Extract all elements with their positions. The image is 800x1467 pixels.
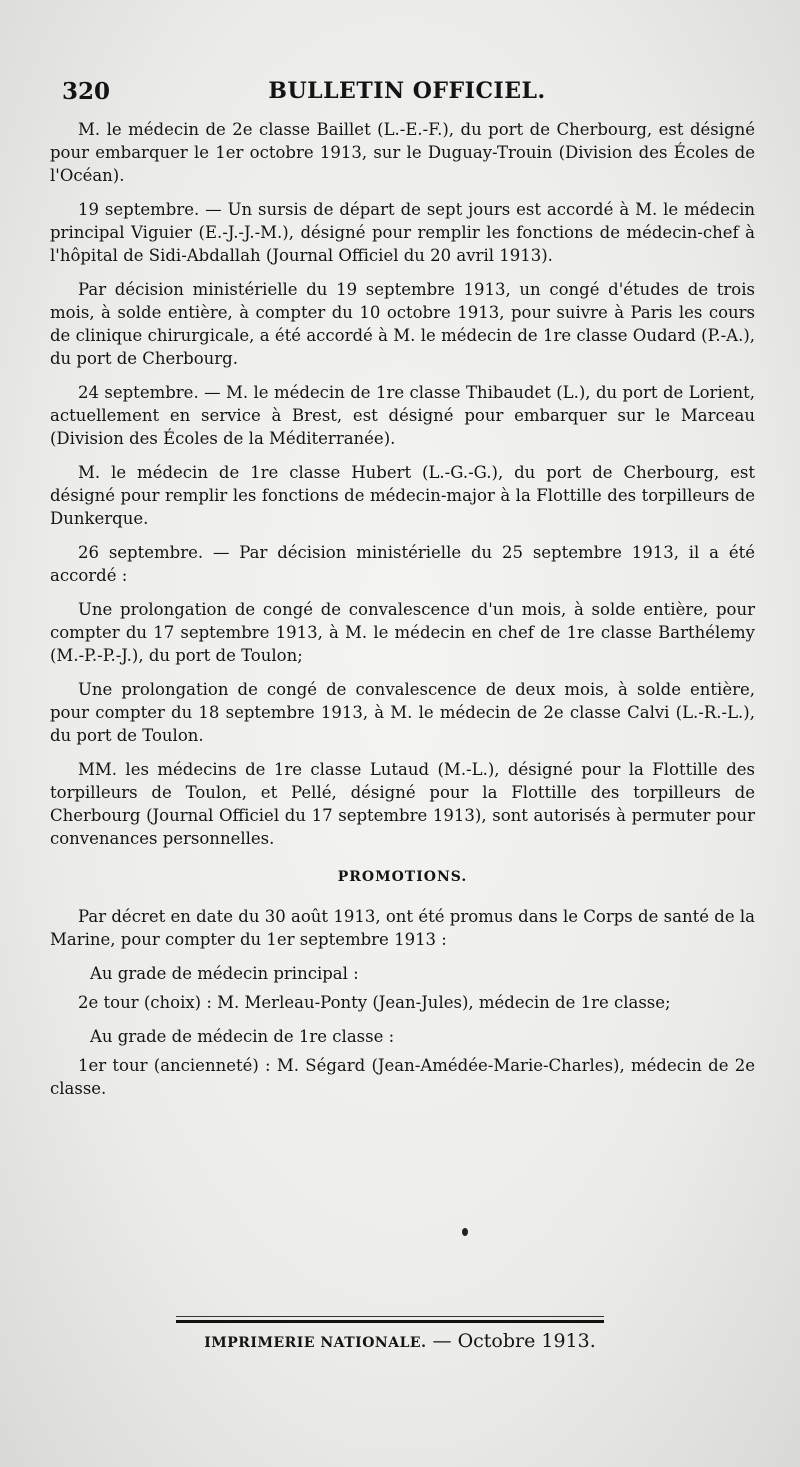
imprint-line [0,1330,800,1352]
promotions-intro: Par décret en date du 30 août 1913, ont été promus dans le Corps de santé de la Marine, pour compter du 1er septembre 1913 : [50,907,755,949]
footer-rule-thick [176,1320,604,1323]
imprint-date: — Octobre 1913. [426,1330,596,1352]
grade-medecin-1re-classe: Au grade de médecin de 1re classe : [90,1027,395,1046]
paragraph-lutaud-pelle: MM. les médecins de 1re classe Lutaud (M.-L.), désigné pour la Flottille des torpilleurs de Toulon, et Pellé, désigné pour la Flottille des torpilleurs de Cherbourg (Journal Officiel du 17 septembre 1913), sont autorisés à permuter pour convenances personnelles. [50,760,755,848]
paragraph-viguier: 19 septembre. — Un sursis de départ de sept jours est accordé à M. le médecin principal Viguier (E.-J.-J.-M.), désigné pour remplir les fonctions de médecin-chef à l'hôpital de Sidi-Abdallah (Journal Officiel du 20 avril 1913). [50,200,755,265]
paragraph-baillet: M. le médecin de 2e classe Baillet (L.-E.-F.), du port de Cherbourg, est désigné pour embarquer le 1er octobre 1913, sur le Duguay-Trouin (Division des Écoles de l'Océan). [50,120,755,185]
document-body [50,118,755,1111]
running-title: BULLETIN OFFICIEL. [268,78,546,104]
paragraph-thibaudet: 24 septembre. — M. le médecin de 1re classe Thibaudet (L.), du port de Lorient, actuellement en service à Brest, est désigné pour embarquer sur le Marceau (Division des Écoles de la Méditerranée). [50,383,755,448]
paragraph-oudard: Par décision ministérielle du 19 septembre 1913, un congé d'études de trois mois, à solde entière, à compter du 10 octobre 1913, pour suivre à Paris les cours de clinique chirurgicale, a été accordé à M. le médecin de 1re classe Oudard (P.-A.), du port de Cherbourg. [50,280,755,368]
paragraph-calvi: Une prolongation de congé de convalescence de deux mois, à solde entière, pour compter du 18 septembre 1913, à M. le médecin de 2e classe Calvi (L.-R.-L.), du port de Toulon. [50,680,755,745]
paragraph-barthelemy: Une prolongation de congé de convalescence d'un mois, à solde entière, pour compter du 17 septembre 1913, à M. le médecin en chef de 1re classe Barthélemy (M.-P.-P.-J.), du port de Toulon; [50,600,755,665]
page-header [62,78,752,110]
paragraph-hubert: M. le médecin de 1re classe Hubert (L.-G.-G.), du port de Cherbourg, est désigné pour remplir les fonctions de médecin-major à la Flottille des torpilleurs de Dunkerque. [50,463,755,528]
promotion-entry-merleau-ponty: 2e tour (choix) : M. Merleau-Ponty (Jean-Jules), médecin de 1re classe; [78,993,671,1012]
page-number: 320 [62,78,111,105]
promotions-heading: PROMOTIONS. [337,869,468,885]
footer-rule-thin [176,1316,604,1317]
imprint-name: IMPRIMERIE NATIONALE. [204,1335,427,1351]
grade-medecin-principal: Au grade de médecin principal : [90,964,359,983]
promotion-entry-segard: 1er tour (ancienneté) : M. Ségard (Jean-Amédée-Marie-Charles), médecin de 2e classe. [50,1056,755,1098]
ink-mark [462,1228,468,1236]
paragraph-decision-26: 26 septembre. — Par décision ministérielle du 25 septembre 1913, il a été accordé : [50,543,755,585]
